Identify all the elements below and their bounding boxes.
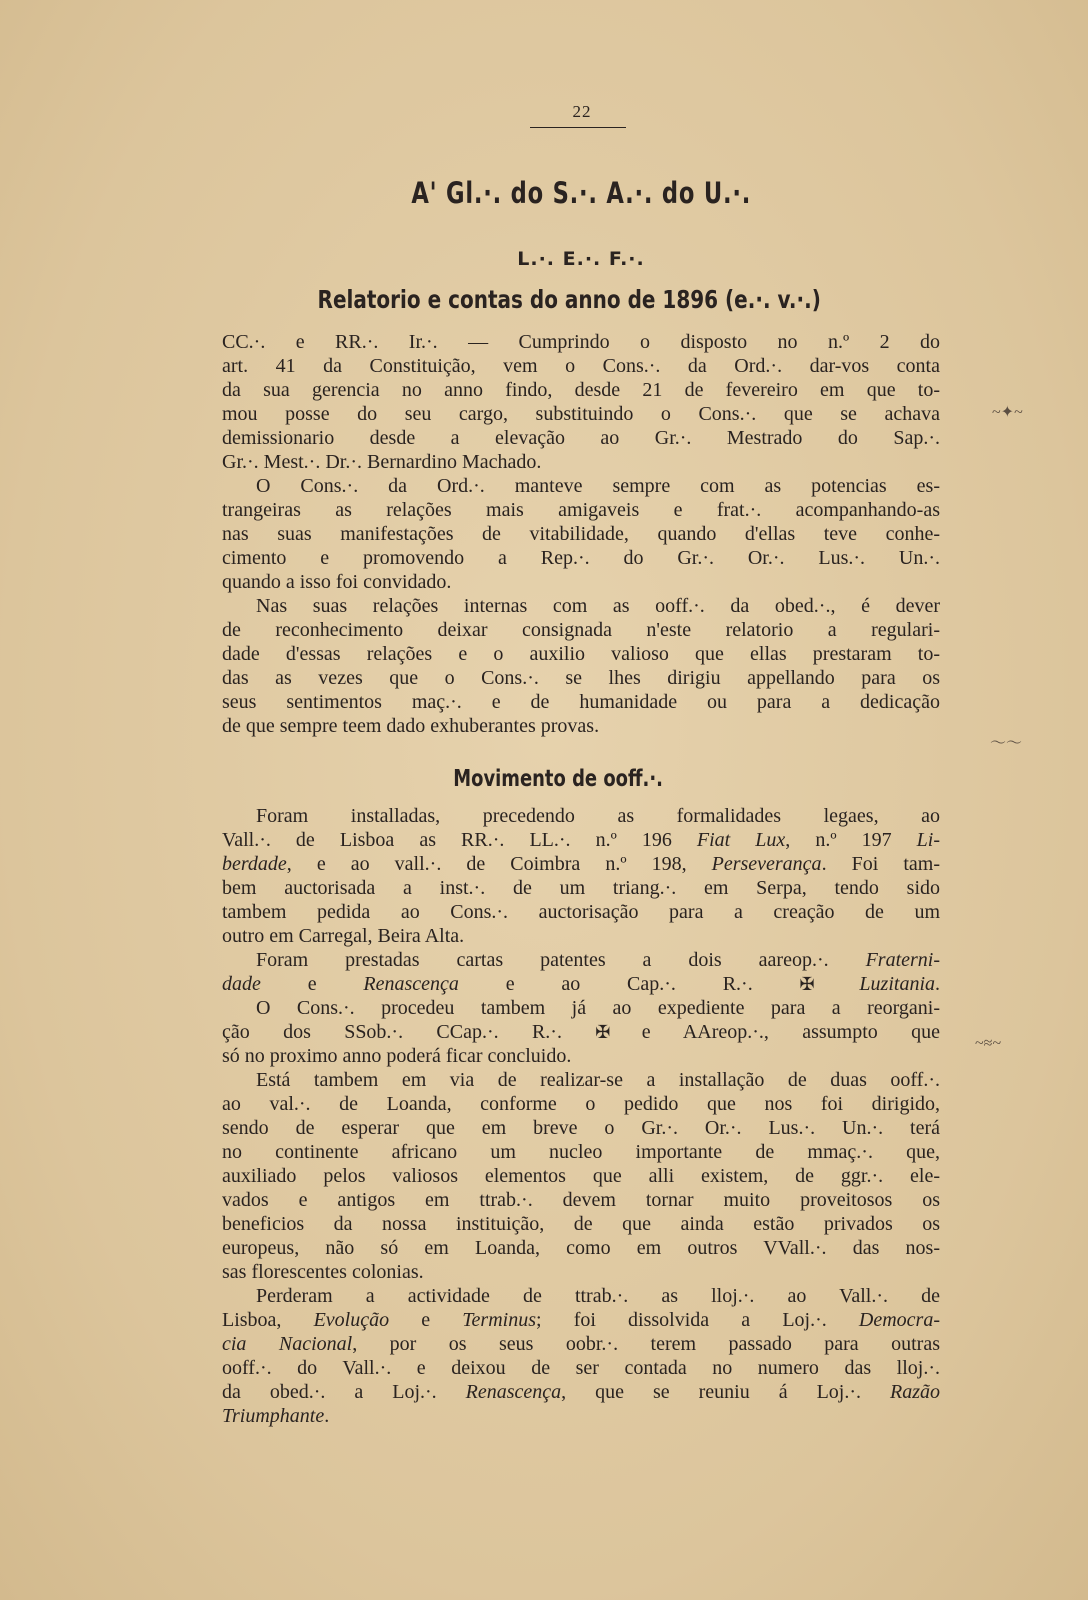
text-line	[222, 1332, 940, 1356]
text-segment: Está tambem em via de realizar-se a installação de duas ooff.·.	[256, 1069, 940, 1091]
text-line	[222, 1284, 940, 1308]
italic-name: Li-	[916, 829, 940, 851]
margin-mark-icon: ~≈~	[975, 1035, 1002, 1052]
text-segment: cimento e promovendo a Rep.·. do Gr.·. Or.·. Lus.·. Un.·.	[222, 547, 940, 569]
text-segment: CC.·. e RR.·. Ir.·. — Cumprindo o disposto no n.º 2 do	[222, 331, 940, 353]
text-line	[222, 666, 940, 690]
italic-name: Luzitania	[859, 973, 935, 995]
text-segment: da obed.·. a Loj.·.	[222, 1381, 466, 1403]
text-segment: bem auctorisada a inst.·. de um triang.·. em Serpa, tendo sido	[222, 877, 940, 899]
text-segment: das as vezes que o Cons.·. se lhes dirigiu appellando para os	[222, 667, 940, 689]
text-segment: tambem pedida ao Cons.·. auctorisação para a creação de um	[222, 901, 940, 923]
text-segment: Lisboa,	[222, 1309, 314, 1331]
italic-name: Renascença	[465, 1381, 562, 1403]
text-line	[222, 1020, 940, 1044]
text-segment: de que sempre teem dado exhuberantes provas.	[222, 715, 600, 737]
text-segment: art. 41 da Constituição, vem o Cons.·. da Ord.·. dar-vos conta	[222, 355, 940, 377]
text-segment: ao val.·. de Loanda, conforme o pedido que nos foi dirigido,	[222, 1093, 940, 1115]
text-line	[222, 1164, 940, 1188]
section-heading: Movimento de ooff.·.	[453, 766, 663, 792]
text-line	[222, 876, 940, 900]
text-line	[222, 1236, 940, 1260]
text-segment: da sua gerencia no anno findo, desde 21 de fevereiro em que to-	[222, 379, 940, 401]
italic-name: Perseverança	[711, 853, 822, 875]
text-segment: e	[260, 973, 364, 995]
text-segment: no continente africano um nucleo importante de mmaç.·. que,	[222, 1141, 940, 1163]
text-segment	[813, 973, 860, 995]
text-segment: auxiliado pelos valiosos elementos que alli existem, de ggr.·. ele-	[222, 1165, 940, 1187]
text-segment: , que se reuniu á Loj.·.	[561, 1381, 890, 1403]
italic-name: Terminus	[462, 1309, 536, 1331]
text-line	[222, 378, 940, 402]
text-segment: quando a isso foi convidado.	[222, 571, 452, 593]
cross-symbol-icon: ✠	[799, 974, 813, 994]
text-segment: e ao Cap.·. R.·.	[458, 973, 800, 995]
text-line	[222, 642, 940, 666]
text-segment: Vall.·. de Lisboa as RR.·. LL.·. n.º 196	[222, 829, 697, 851]
text-segment: de reconhecimento deixar consignada n'este relatorio a regulari-	[222, 619, 940, 641]
text-line	[222, 1188, 940, 1212]
italic-name: Razão	[890, 1381, 940, 1403]
text-segment: Foram installadas, precedendo as formalidades legaes, ao	[256, 805, 940, 827]
text-line	[222, 900, 940, 924]
text-line	[222, 690, 940, 714]
text-segment: seus sentimentos maç.·. e de humanidade ou para a dedicação	[222, 691, 940, 713]
text-segment: , e ao vall.·. de Coimbra n.º 198,	[286, 853, 712, 875]
text-segment: vados e antigos em ttrab.·. devem tornar muito proveitosos os	[222, 1189, 940, 1211]
text-segment: mou posse do seu cargo, substituindo o Cons.·. que se achava	[222, 403, 940, 425]
text-segment: O Cons.·. procedeu tambem já ao expediente para a reorgani-	[256, 997, 940, 1019]
text-segment: dade d'essas relações e o auxilio valioso que ellas prestaram to-	[222, 643, 940, 665]
italic-name: Fiat Lux	[696, 829, 786, 851]
text-segment: Gr.·. Mest.·. Dr.·. Bernardino Machado.	[222, 451, 542, 473]
text-segment: beneficios da nossa instituição, de que ainda estão privados os	[222, 1213, 940, 1235]
text-segment: sas florescentes colonias.	[222, 1261, 424, 1283]
text-line	[222, 450, 940, 474]
text-segment: Nas suas relações internas com as ooff.·. da obed.·., é dever	[256, 595, 940, 617]
text-line	[222, 1380, 940, 1404]
text-line	[222, 1116, 940, 1140]
italic-name: Fraterni-	[865, 949, 940, 971]
lodge-heading: A' Gl.·. do S.·. A.·. do U.·.	[411, 176, 752, 210]
text-segment: e	[389, 1309, 463, 1331]
text-segment: O Cons.·. da Ord.·. manteve sempre com as potencias es-	[256, 475, 940, 497]
text-line	[222, 354, 940, 378]
text-segment: , n.º 197	[785, 829, 917, 851]
text-line	[222, 996, 940, 1020]
text-line	[222, 546, 940, 570]
text-line	[222, 1356, 940, 1380]
text-segment: ção dos SSob.·. CCap.·. R.·.	[222, 1021, 596, 1043]
text-line	[222, 426, 940, 450]
text-line	[222, 594, 940, 618]
text-segment: outro em Carregal, Beira Alta.	[222, 925, 465, 947]
text-segment: Foram prestadas cartas patentes a dois aareop.·.	[256, 949, 866, 971]
page-number: 22	[572, 102, 592, 121]
text-line	[222, 1212, 940, 1236]
italic-name: berdade	[222, 853, 287, 875]
text-line	[222, 1308, 940, 1332]
text-line	[222, 948, 940, 972]
margin-mark-icon: ~✦~	[992, 404, 1023, 421]
text-line	[222, 828, 940, 852]
text-line	[222, 1140, 940, 1164]
text-line	[222, 1044, 940, 1068]
italic-name: Democra-	[858, 1309, 940, 1331]
text-line	[222, 498, 940, 522]
text-segment: . Foi tam-	[821, 853, 940, 875]
text-line	[222, 972, 940, 996]
text-line	[222, 618, 940, 642]
italic-name: Renascença	[363, 973, 459, 995]
text-line	[222, 402, 940, 426]
text-segment: Perderam a actividade de ttrab.·. as lloj.·. ao Vall.·. de	[256, 1285, 940, 1307]
text-segment: sendo de esperar que em breve o Gr.·. Or.·. Lus.·. Un.·. terá	[222, 1117, 940, 1139]
italic-name: cia Nacional	[222, 1333, 353, 1355]
margin-mark-icon: ～～	[990, 735, 1023, 752]
text-segment: só no proximo anno poderá ficar concluido.	[222, 1045, 572, 1067]
page-number-rule	[530, 127, 626, 128]
text-line	[222, 1068, 940, 1092]
text-segment: europeus, não só em Loanda, como em outros VVall.·. das nos-	[222, 1237, 940, 1259]
text-line	[222, 1404, 940, 1428]
motto-heading: L.·. E.·. F.·.	[517, 248, 645, 270]
text-line	[222, 570, 940, 594]
text-segment: demissionario desde a elevação ao Gr.·. Mestrado do Sap.·.	[222, 427, 940, 449]
text-segment: nas suas manifestações de vitabilidade, quando d'ellas teve conhe-	[222, 523, 940, 545]
report-title: Relatorio e contas do anno de 1896 (e.·. v.·.)	[317, 285, 821, 314]
italic-name: dade	[222, 973, 261, 995]
text-line	[222, 522, 940, 546]
text-segment: trangeiras as relações mais amigaveis e frat.·. acompanhando-as	[222, 499, 940, 521]
text-line	[222, 804, 940, 828]
text-segment: e AAreop.·., assumpto que	[608, 1021, 940, 1043]
text-segment: , por os seus oobr.·. terem passado para outras	[352, 1333, 941, 1355]
cross-symbol-icon: ✠	[595, 1022, 609, 1042]
text-line	[222, 330, 940, 354]
text-segment: ooff.·. do Vall.·. e deixou de ser contada no numero das lloj.·.	[222, 1357, 940, 1379]
text-line	[222, 714, 940, 738]
text-line	[222, 924, 940, 948]
italic-name: Triumphante	[222, 1405, 325, 1427]
text-segment: .	[935, 973, 940, 995]
text-line	[222, 1260, 940, 1284]
text-line	[222, 474, 940, 498]
text-segment: ; foi dissolvida a Loj.·.	[536, 1309, 859, 1331]
text-line	[222, 1092, 940, 1116]
text-segment: .	[324, 1405, 330, 1427]
text-line	[222, 852, 940, 876]
italic-name: Evolução	[313, 1309, 390, 1331]
